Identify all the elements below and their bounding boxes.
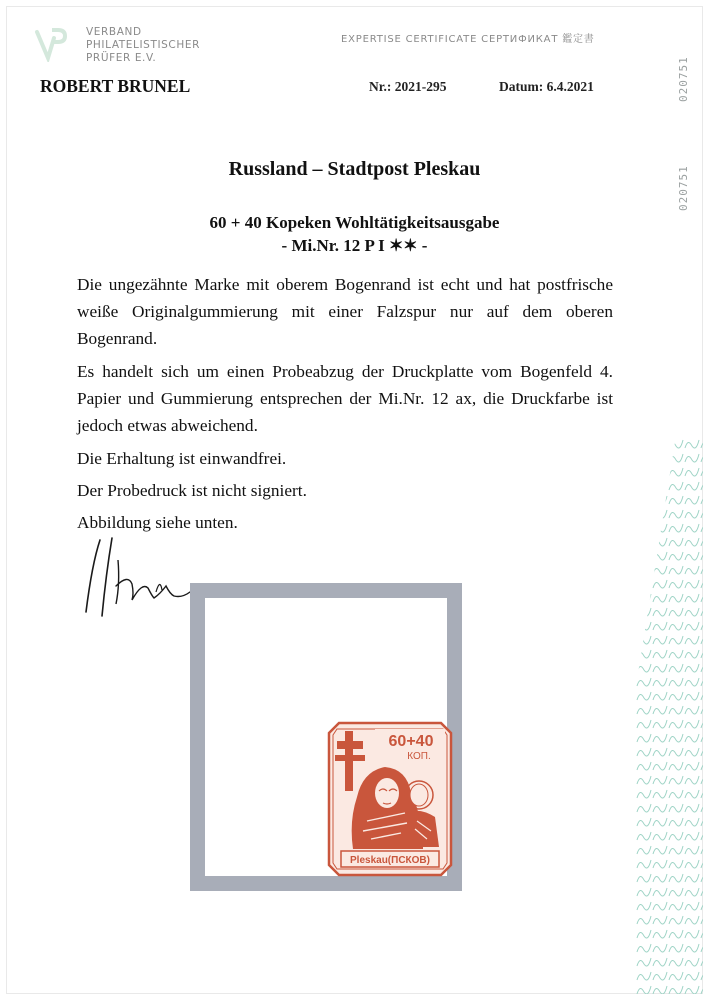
body-paragraph: Der Probedruck ist nicht signiert.: [77, 481, 307, 500]
stamp-value: 60+40: [388, 733, 434, 750]
serial-number-middle: 020751: [677, 165, 690, 211]
body-paragraph: Die Erhaltung ist einwandfrei.: [77, 449, 287, 468]
association-name: [86, 26, 200, 65]
certificate-page: [6, 6, 703, 994]
stamp-image: [327, 721, 453, 877]
body-paragraph: Die ungezähnte Marke mit oberem Bogenrand ist echt und hat postfrische weiße Originalgummierung mit einer Falzspur nur auf dem oberen Bogenrand.: [77, 275, 613, 348]
certificate-number: Nr.: 2021-295: [369, 79, 447, 94]
association-line-1: VERBAND: [86, 26, 142, 38]
subtitle-issue: 60 + 40 Kopeken Wohltätigkeitsausgabe: [209, 213, 500, 232]
stamp-photo-frame: [190, 583, 462, 891]
document-subtitle: [6, 211, 703, 257]
body-paragraph: Es handelt sich um einen Probeabzug der Druckplatte vom Bogenfeld 4. Papier und Gummierung entsprechen der Mi.Nr. 12 ax, die Druckfarbe ist jedoch etwas abweichend.: [77, 362, 613, 435]
subtitle-catalog-number: - Mi.Nr. 12 P I ✶✶ -: [281, 236, 428, 255]
stamp-inscription: Pleskau(ПСКОВ): [350, 855, 430, 866]
stamp-unit: КОП.: [407, 751, 431, 762]
body-paragraph: Abbildung siehe unten.: [77, 513, 238, 532]
document-title: Russland – Stadtpost Pleskau: [228, 158, 481, 180]
association-line-2: PHILATELISTISCHER: [86, 39, 200, 51]
certificate-body: [77, 271, 613, 541]
association-line-3: PRÜFER E.V.: [86, 52, 157, 64]
serial-number-top: 020751: [677, 56, 690, 102]
bpp-logo: [34, 24, 68, 62]
certificate-date: Datum: 6.4.2021: [499, 79, 594, 94]
expert-name: ROBERT BRUNEL: [40, 76, 191, 96]
certificate-heading: EXPERTISE CERTIFICATE СЕРТИФИКАТ 鑑定書: [341, 34, 595, 45]
stamp-photo-background: [205, 598, 447, 876]
security-pattern: [636, 436, 703, 994]
